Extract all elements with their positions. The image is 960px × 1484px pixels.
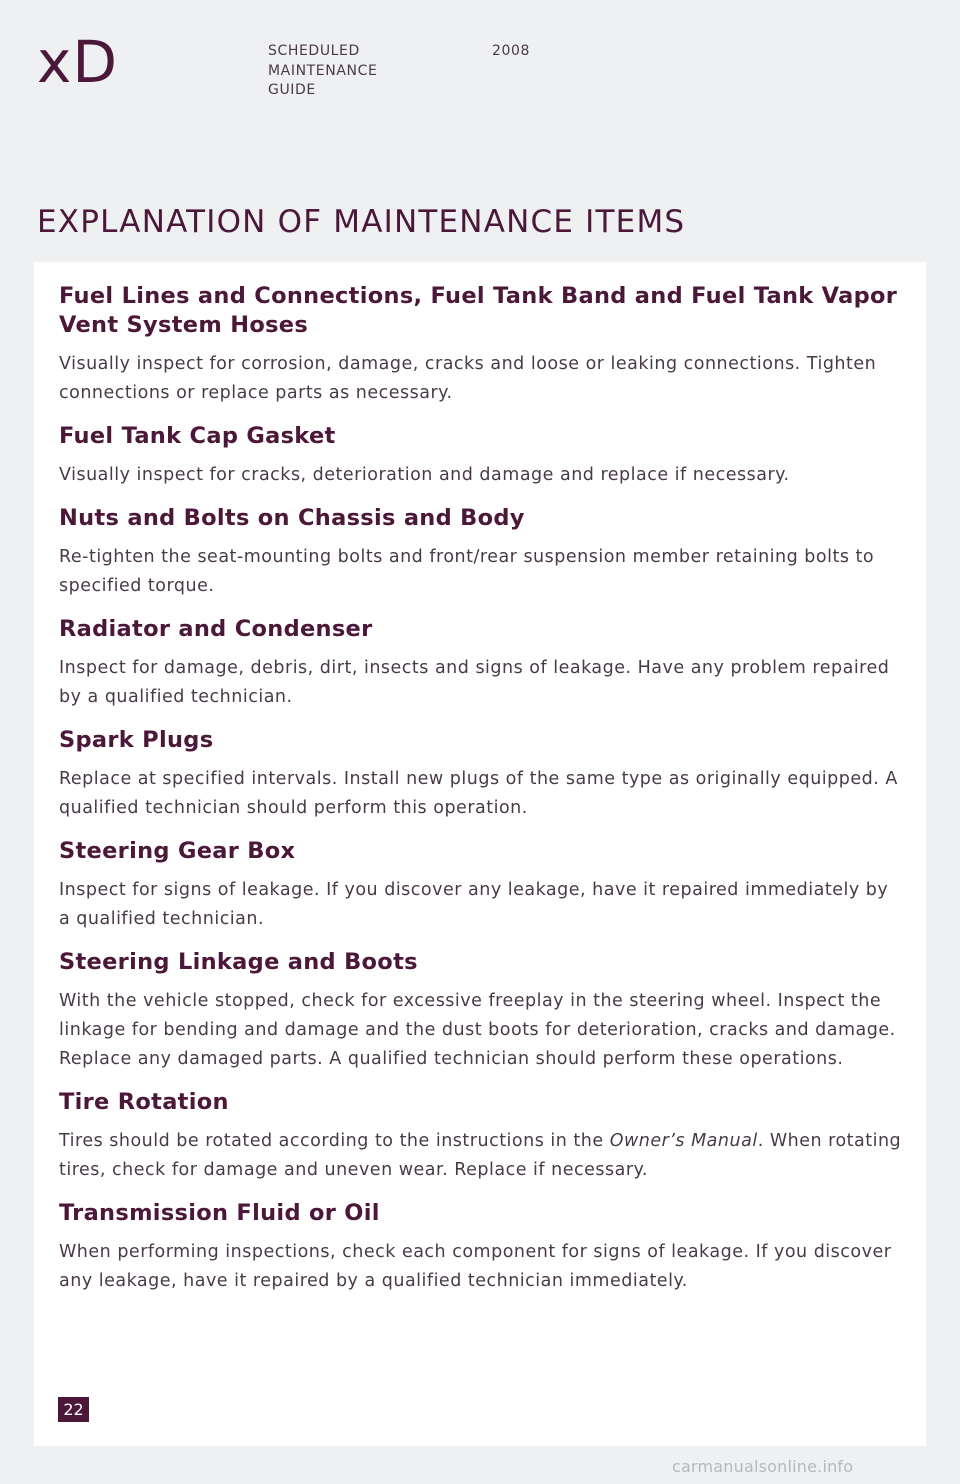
item-heading: Radiator and Condenser — [59, 616, 373, 642]
item-body — [59, 1127, 904, 1185]
owners-manual-reference: Owner’s Manual — [609, 1131, 758, 1151]
item-heading: Tire Rotation — [59, 1089, 229, 1115]
item-heading: Spark Plugs — [59, 727, 214, 753]
item-heading: Transmission Fluid or Oil — [59, 1200, 380, 1226]
item-body-text: Tires should be rotated according to the instructions in the — [59, 1131, 610, 1151]
item-body: Visually inspect for cracks, deterioration and damage and replace if necessary. — [59, 465, 790, 485]
brand-logo: xD — [37, 28, 118, 96]
watermark: carmanualsonline.info — [672, 1457, 854, 1476]
item-body: Inspect for damage, debris, dirt, insects and signs of leakage. Have any problem repaired by a qualified technician. — [59, 658, 890, 707]
guide-label-line: GUIDE — [268, 82, 316, 98]
maintenance-item — [59, 282, 904, 408]
item-heading: Steering Gear Box — [59, 838, 296, 864]
maintenance-item — [59, 948, 904, 1074]
item-heading: Fuel Tank Cap Gasket — [59, 423, 336, 449]
item-body-text: . When rotating tires, check for damage and uneven wear. Replace if necessary. — [59, 1131, 902, 1180]
model-year: 2008 — [492, 43, 531, 59]
maintenance-item — [59, 615, 904, 712]
item-body: Re-tighten the seat-mounting bolts and front/rear suspension member retaining bolts to specified torque. — [59, 547, 875, 596]
item-body: When performing inspections, check each component for signs of leakage. If you discover any leakage, have it repaired by a qualified technician immediately. — [59, 1242, 892, 1291]
content-panel — [34, 262, 926, 1446]
item-heading: Nuts and Bolts on Chassis and Body — [59, 505, 525, 531]
maintenance-item — [59, 726, 904, 823]
maintenance-item — [59, 504, 904, 601]
guide-label-line: MAINTENANCE — [268, 62, 378, 79]
guide-label — [268, 42, 377, 101]
maintenance-items-list — [59, 282, 904, 1296]
maintenance-item — [59, 837, 904, 934]
item-heading: Fuel Lines and Connections, Fuel Tank Band and Fuel Tank Vapor Vent System Hoses — [59, 283, 898, 338]
item-body: Inspect for signs of leakage. If you discover any leakage, have it repaired immediately by a qualified technician. — [59, 880, 889, 929]
item-body: Replace at specified intervals. Install new plugs of the same type as originally equipped. A qualified technician should perform this operation. — [59, 769, 898, 818]
guide-label-line: SCHEDULED — [268, 43, 360, 59]
item-heading: Steering Linkage and Boots — [59, 949, 418, 975]
item-body: Visually inspect for corrosion, damage, cracks and loose or leaking connections. Tighten connections or replace parts as necessary. — [59, 354, 877, 403]
maintenance-item — [59, 1088, 904, 1185]
maintenance-item — [59, 1199, 904, 1296]
item-body: With the vehicle stopped, check for excessive freeplay in the steering wheel. Inspect the linkage for bending and damage and the dust boots for deterioration, cracks and damage. Replace any damaged parts. A qualified technician should perform these operations. — [59, 991, 896, 1069]
page-title: EXPLANATION OF MAINTENANCE ITEMS — [37, 204, 686, 240]
page-number: 22 — [58, 1397, 89, 1422]
maintenance-item — [59, 422, 904, 490]
